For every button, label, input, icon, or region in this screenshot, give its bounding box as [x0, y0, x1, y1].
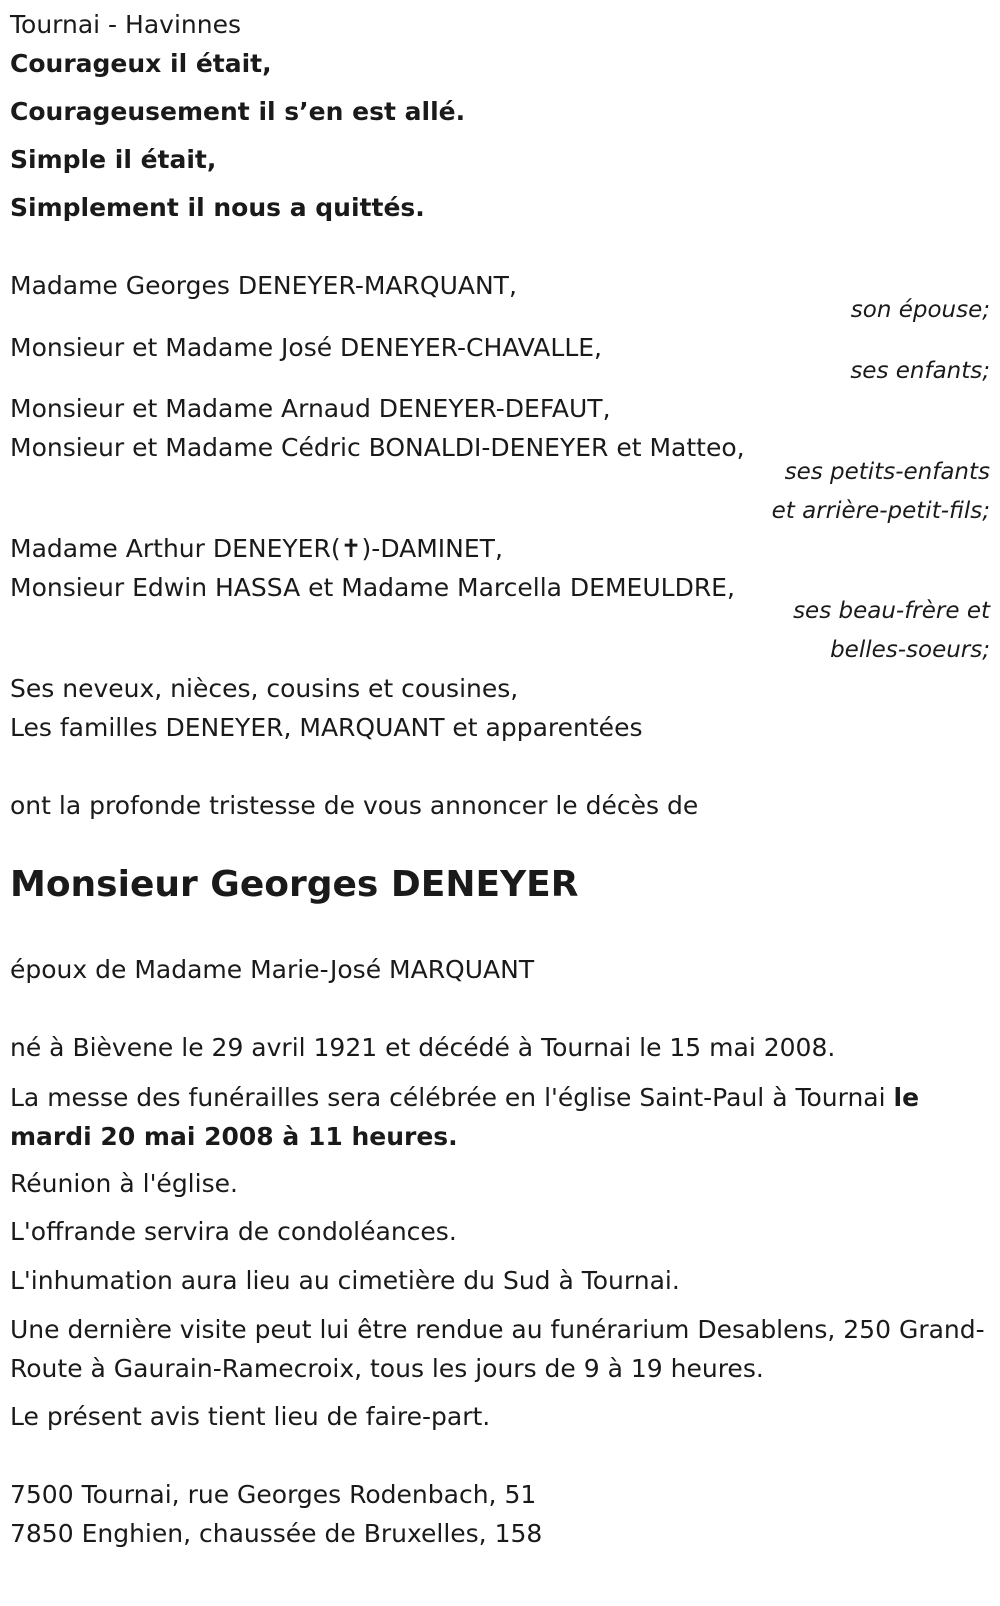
meeting-info: Réunion à l'église.	[10, 1169, 238, 1198]
children-name: Monsieur et Madame José DENEYER-CHAVALLE,	[10, 333, 602, 362]
mass-paragraph	[10, 1078, 985, 1156]
burial-info: L'inhumation aura lieu au cimetière du Sud à Tournai.	[10, 1266, 680, 1295]
grandchildren-line-1: Monsieur et Madame Arnaud DENEYER-DEFAUT,	[10, 394, 611, 423]
visit-info: Une dernière visite peut lui être rendue au funérarium Desablens, 250 Grand-Route à Gaurain-Ramecroix, tous les jours de 9 à 19 heures.	[10, 1315, 985, 1383]
deceased-name: Monsieur Georges DENEYER	[10, 864, 579, 905]
others-line-1: Ses neveux, nièces, cousins et cousines,	[10, 674, 519, 703]
inlaws-line-1	[10, 532, 503, 566]
grandchildren-line-2: Monsieur et Madame Cédric BONALDI-DENEYER et Matteo,	[10, 433, 745, 462]
grandchildren-role-2: et arrière-petit-fils;	[771, 498, 990, 524]
birth-death: né à Bièvene le 29 avril 1921 et décédé à Tournai le 15 mai 2008.	[10, 1033, 836, 1062]
inlaws-role-1: ses beau-frère et	[793, 598, 990, 624]
cross-icon: ✝	[340, 534, 362, 563]
deceased-spouse: époux de Madame Marie-José MARQUANT	[10, 955, 535, 984]
grandchildren-role-1: ses petits-enfants	[784, 459, 990, 485]
inlaws-line-1-start: Madame Arthur DENEYER(	[10, 534, 341, 563]
mass-text: La messe des funérailles sera célébrée en l'église Saint-Paul à Tournai	[10, 1083, 894, 1112]
inlaws-line-1-end: )-DAMINET,	[361, 534, 503, 563]
inlaws-role-2: belles-soeurs;	[830, 637, 990, 663]
poem-line-1: Courageux il était,	[10, 49, 272, 78]
poem-line-2: Courageusement il s’en est allé.	[10, 97, 466, 126]
spouse-name: Madame Georges DENEYER-MARQUANT,	[10, 271, 517, 300]
poem-line-4: Simplement il nous a quittés.	[10, 193, 425, 222]
children-role: ses enfants;	[850, 358, 990, 384]
location-header: Tournai - Havinnes	[10, 10, 241, 39]
offering-info: L'offrande servira de condoléances.	[10, 1217, 457, 1246]
announcement: ont la profonde tristesse de vous annoncer le décès de	[10, 791, 699, 820]
inlaws-line-2: Monsieur Edwin HASSA et Madame Marcella DEMEULDRE,	[10, 573, 735, 602]
others-line-2: Les familles DENEYER, MARQUANT et apparentées	[10, 713, 643, 742]
poem-line-3: Simple il était,	[10, 145, 217, 174]
mass-date: le mardi 20 mai 2008 à 11 heures.	[10, 1083, 920, 1151]
address-1: 7500 Tournai, rue Georges Rodenbach, 51	[10, 1480, 537, 1509]
notice-info: Le présent avis tient lieu de faire-part.	[10, 1402, 491, 1431]
address-2: 7850 Enghien, chaussée de Bruxelles, 158	[10, 1519, 543, 1548]
spouse-role: son épouse;	[850, 297, 990, 323]
